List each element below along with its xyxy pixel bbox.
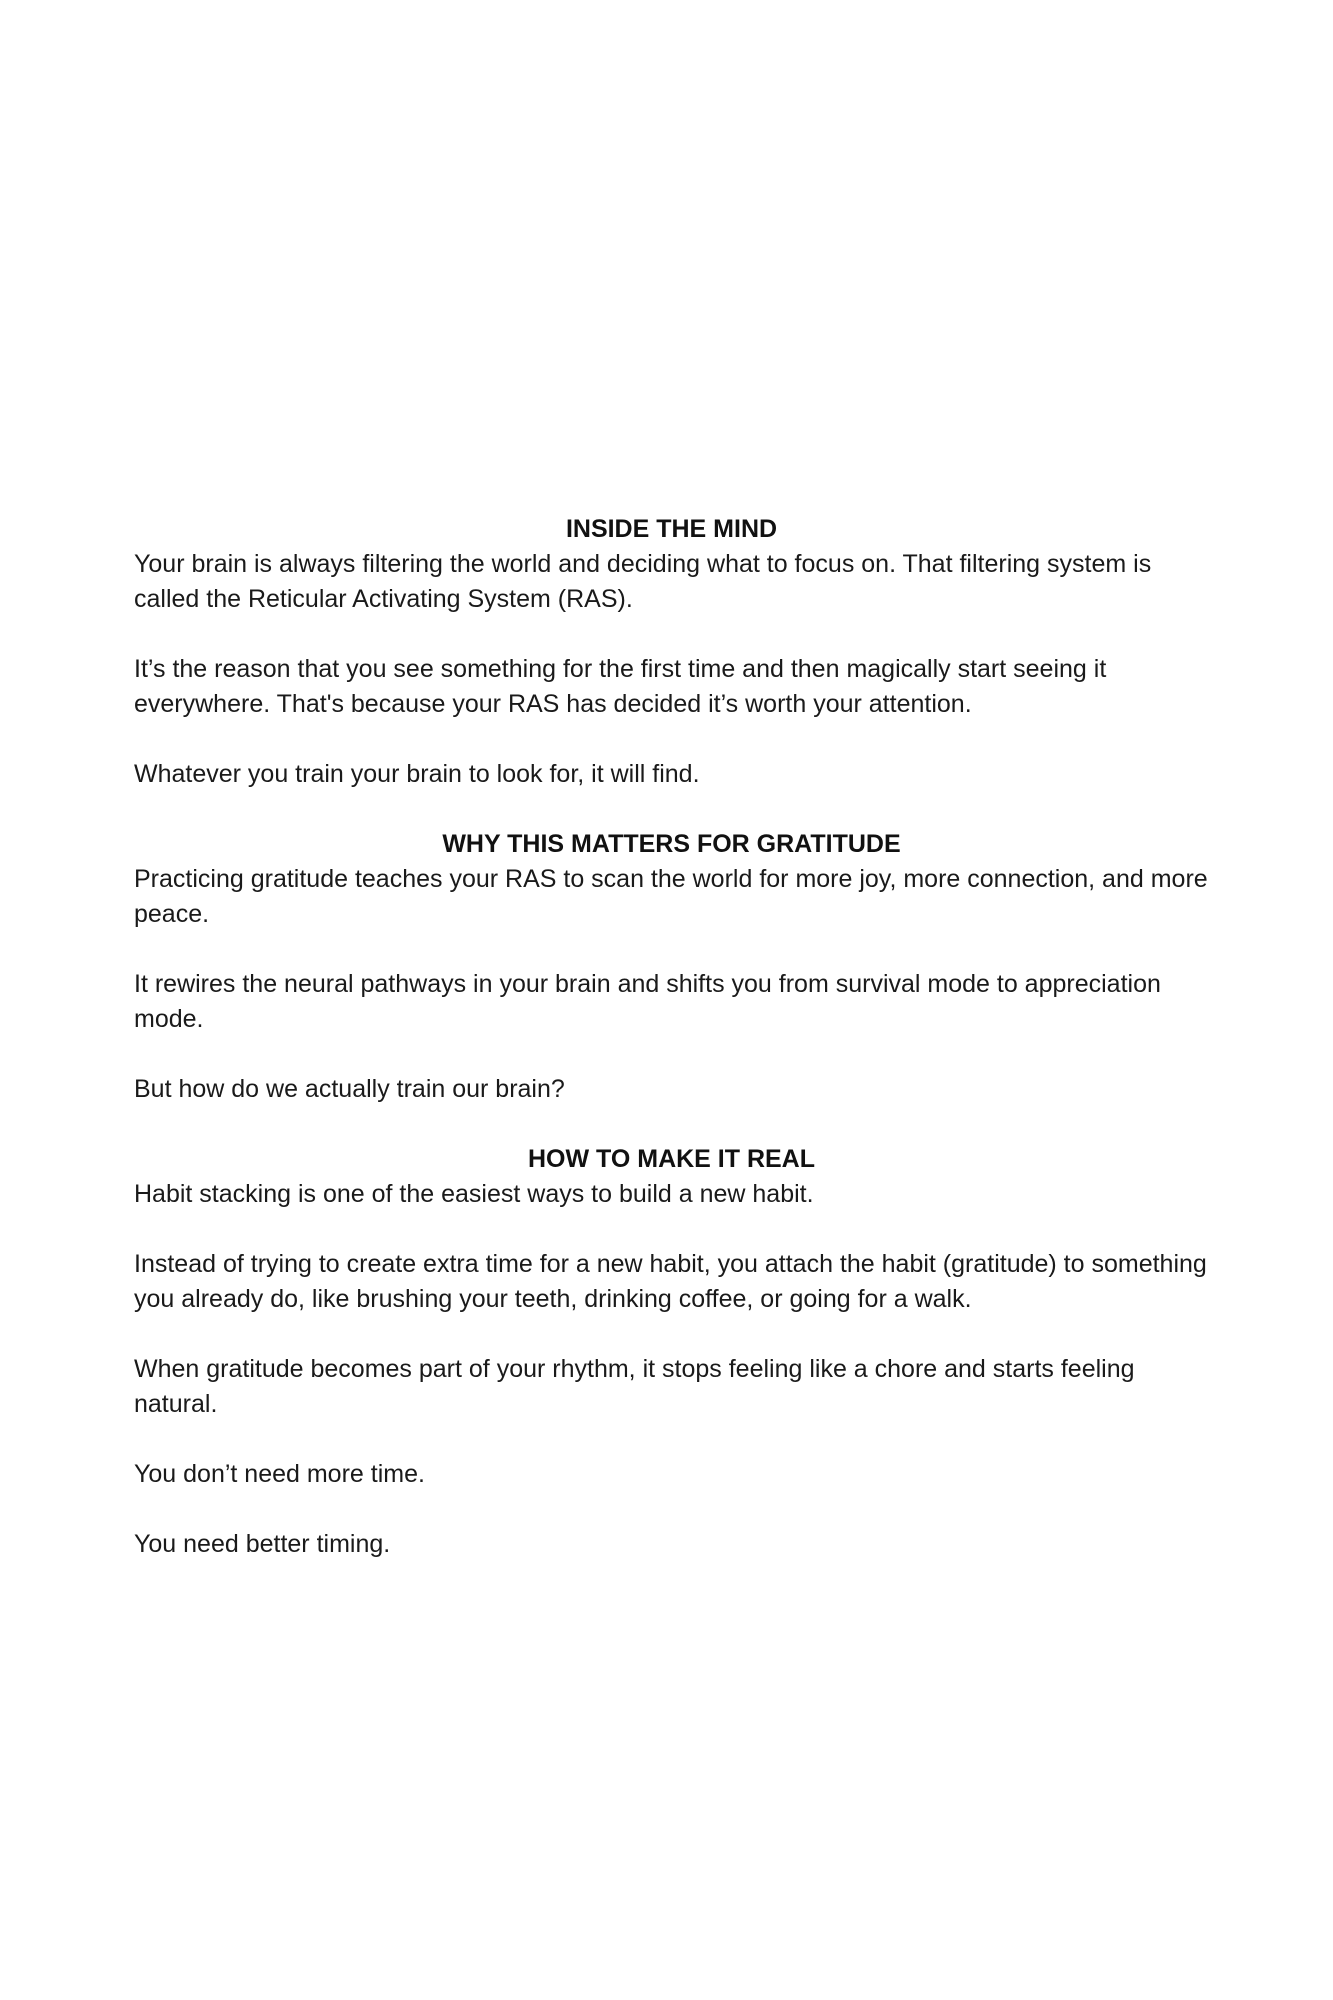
paragraph: You need better timing. — [134, 1530, 391, 1558]
section-heading-why-this-matters: WHY THIS MATTERS FOR GRATITUDE — [442, 830, 901, 858]
document-page — [134, 512, 1209, 1597]
paragraph: When gratitude becomes part of your rhythm, it stops feeling like a chore and starts feeling natural. — [134, 1355, 1135, 1418]
paragraph: Habit stacking is one of the easiest ways to build a new habit. — [134, 1180, 814, 1208]
paragraph: It rewires the neural pathways in your brain and shifts you from survival mode to appreciation mode. — [134, 970, 1161, 1033]
paragraph: Instead of trying to create extra time for a new habit, you attach the habit (gratitude) to something you already do, like brushing your teeth, drinking coffee, or going for a walk. — [134, 1250, 1207, 1313]
paragraph: Practicing gratitude teaches your RAS to scan the world for more joy, more connection, and more peace. — [134, 865, 1208, 928]
section-heading-inside-the-mind: INSIDE THE MIND — [565, 515, 778, 543]
section-heading-how-to-make-it-real: HOW TO MAKE IT REAL — [527, 1145, 816, 1173]
paragraph: It’s the reason that you see something for the first time and then magically start seeing it everywhere. That's because your RAS has decided it’s worth your attention. — [134, 655, 1107, 718]
paragraph: But how do we actually train our brain? — [134, 1075, 565, 1103]
paragraph: Your brain is always filtering the world and deciding what to focus on. That filtering system is called the Reticular Activating System (RAS). — [134, 550, 1152, 613]
paragraph: Whatever you train your brain to look for, it will find. — [134, 760, 700, 788]
paragraph: You don’t need more time. — [134, 1460, 425, 1488]
